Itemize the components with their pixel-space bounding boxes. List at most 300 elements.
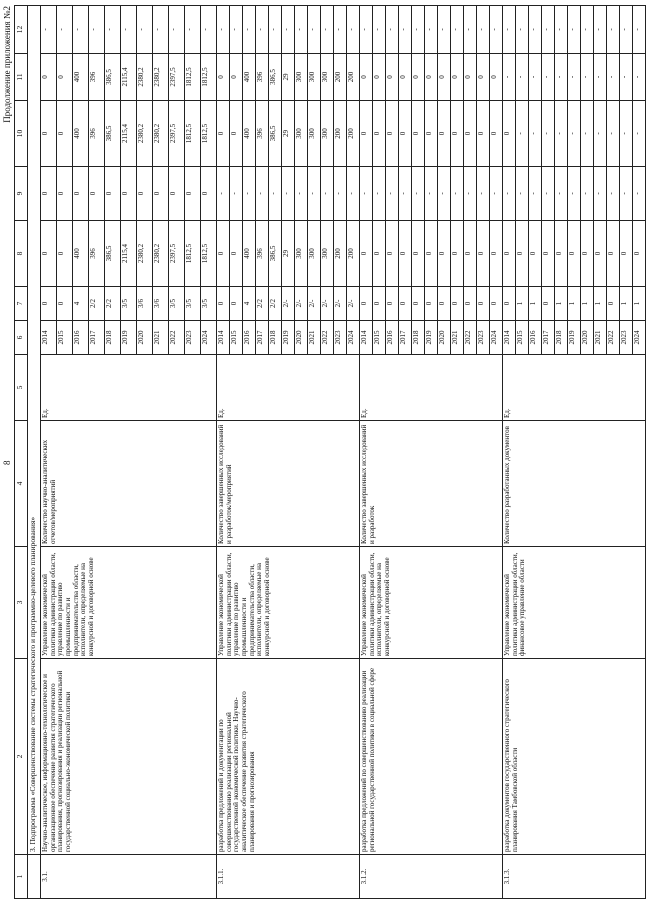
federal-budget-cell: 0 bbox=[73, 167, 89, 221]
regional-budget-program-cell: 386,5 bbox=[105, 54, 121, 101]
regional-budget-program-cell: 0 bbox=[412, 54, 425, 101]
regional-budget-cell: - bbox=[529, 101, 542, 167]
federal-budget-cell: - bbox=[282, 167, 295, 221]
total-cell: 0 bbox=[555, 221, 568, 287]
regional-budget-cell: 0 bbox=[57, 101, 73, 167]
regional-budget-program-cell: - bbox=[568, 54, 581, 101]
total-cell: 0 bbox=[529, 221, 542, 287]
activity-executor: Управление экономической политики администрации области, управление по развитию промышленности и предпринимательства области, исполнители, определяемые на конкурсной и договорной основе bbox=[217, 547, 360, 659]
year-cell: 2014 bbox=[503, 321, 516, 355]
year-cell: 2024 bbox=[201, 321, 217, 355]
total-cell: 0 bbox=[412, 221, 425, 287]
activity-number: 3.1. bbox=[41, 855, 217, 899]
local-budget-cell: - bbox=[243, 6, 256, 54]
total-cell: 0 bbox=[607, 221, 620, 287]
indicator-value-cell: 3/5 bbox=[121, 287, 137, 321]
regional-budget-program-cell: 300 bbox=[321, 54, 334, 101]
regional-budget-program-cell: - bbox=[555, 54, 568, 101]
year-cell: 2014 bbox=[360, 321, 373, 355]
indicator-value-cell: 0 bbox=[542, 287, 555, 321]
column-number: 9 bbox=[15, 167, 28, 221]
federal-budget-cell: - bbox=[620, 167, 633, 221]
year-cell: 2015 bbox=[57, 321, 73, 355]
regional-budget-program-cell: 0 bbox=[490, 54, 503, 101]
local-budget-cell: - bbox=[503, 6, 516, 54]
regional-budget-cell: 200 bbox=[347, 101, 360, 167]
local-budget-cell: - bbox=[153, 6, 169, 54]
indicator-value-cell: 1 bbox=[555, 287, 568, 321]
regional-budget-program-cell: 200 bbox=[334, 54, 347, 101]
regional-budget-cell: 300 bbox=[321, 101, 334, 167]
local-budget-cell: - bbox=[399, 6, 412, 54]
regional-budget-program-cell: - bbox=[633, 54, 646, 101]
local-budget-cell: - bbox=[594, 6, 607, 54]
activity-number: 3.1.1. bbox=[217, 855, 360, 899]
indicator-value-cell: 0 bbox=[438, 287, 451, 321]
regional-budget-program-cell: 0 bbox=[386, 54, 399, 101]
local-budget-cell: - bbox=[425, 6, 438, 54]
activity-number: 3.1.2. bbox=[360, 855, 503, 899]
indicator-value-cell: 3/6 bbox=[137, 287, 153, 321]
federal-budget-cell: - bbox=[399, 167, 412, 221]
indicator-value-cell: 0 bbox=[57, 287, 73, 321]
column-number: 11 bbox=[15, 54, 28, 101]
year-cell: 2022 bbox=[607, 321, 620, 355]
federal-budget-cell: - bbox=[217, 167, 230, 221]
year-cell: 2021 bbox=[153, 321, 169, 355]
year-cell: 2020 bbox=[295, 321, 308, 355]
regional-budget-program-cell: - bbox=[529, 54, 542, 101]
regional-budget-program-cell: 200 bbox=[347, 54, 360, 101]
total-cell: 29 bbox=[282, 221, 295, 287]
federal-budget-cell: - bbox=[503, 167, 516, 221]
federal-budget-cell: - bbox=[269, 167, 282, 221]
regional-budget-program-cell: 0 bbox=[425, 54, 438, 101]
activity-unit: Ед. bbox=[217, 355, 360, 421]
regional-budget-program-cell: - bbox=[594, 54, 607, 101]
regional-budget-program-cell: - bbox=[607, 54, 620, 101]
year-cell: 2024 bbox=[490, 321, 503, 355]
activity-indicator: Количество завершенных исследований и разработок bbox=[360, 421, 503, 547]
regional-budget-cell: 300 bbox=[295, 101, 308, 167]
local-budget-cell: - bbox=[516, 6, 529, 54]
indicator-value-cell: 2/- bbox=[295, 287, 308, 321]
column-number: 10 bbox=[15, 101, 28, 167]
activity-executor: Управление экономической политики администрации области, управление по развитию промышленности и предпринимательства области, исполнители, определяемые на конкурсной и договорной основе bbox=[41, 547, 217, 659]
local-budget-cell: - bbox=[568, 6, 581, 54]
table-row bbox=[41, 6, 57, 899]
regional-budget-cell: 0 bbox=[464, 101, 477, 167]
local-budget-cell: - bbox=[451, 6, 464, 54]
regional-budget-cell: 29 bbox=[282, 101, 295, 167]
regional-budget-program-cell: 0 bbox=[451, 54, 464, 101]
regional-budget-program-cell: 0 bbox=[230, 54, 243, 101]
indicator-value-cell: 3/6 bbox=[153, 287, 169, 321]
column-number: 6 bbox=[15, 321, 28, 355]
indicator-value-cell: 3/5 bbox=[169, 287, 185, 321]
activity-unit: Ед. bbox=[503, 355, 646, 421]
total-cell: 2380,2 bbox=[153, 221, 169, 287]
column-number-row bbox=[15, 6, 28, 899]
local-budget-cell: - bbox=[555, 6, 568, 54]
local-budget-cell: - bbox=[529, 6, 542, 54]
table-body bbox=[15, 6, 646, 899]
local-budget-cell: - bbox=[308, 6, 321, 54]
regional-budget-program-cell: 400 bbox=[73, 54, 89, 101]
table-row bbox=[503, 6, 516, 899]
regional-budget-program-cell: - bbox=[503, 54, 516, 101]
regional-budget-cell: - bbox=[620, 101, 633, 167]
total-cell: 0 bbox=[620, 221, 633, 287]
regional-budget-program-cell: 0 bbox=[41, 54, 57, 101]
total-cell: 400 bbox=[243, 221, 256, 287]
federal-budget-cell: 0 bbox=[89, 167, 105, 221]
indicator-value-cell: 0 bbox=[386, 287, 399, 321]
year-cell: 2016 bbox=[529, 321, 542, 355]
local-budget-cell: - bbox=[334, 6, 347, 54]
total-cell: 0 bbox=[373, 221, 386, 287]
activity-indicator: Количество завершенных исследований и разработок/мероприятий bbox=[217, 421, 360, 547]
local-budget-cell: - bbox=[464, 6, 477, 54]
total-cell: 0 bbox=[490, 221, 503, 287]
year-cell: 2018 bbox=[105, 321, 121, 355]
federal-budget-cell: 0 bbox=[201, 167, 217, 221]
regional-budget-cell: 386,5 bbox=[269, 101, 282, 167]
local-budget-cell: - bbox=[57, 6, 73, 54]
regional-budget-cell: 0 bbox=[425, 101, 438, 167]
year-cell: 2019 bbox=[568, 321, 581, 355]
total-cell: 0 bbox=[438, 221, 451, 287]
indicator-value-cell: 1 bbox=[516, 287, 529, 321]
total-cell: 2397,5 bbox=[169, 221, 185, 287]
regional-budget-cell: - bbox=[555, 101, 568, 167]
year-cell: 2015 bbox=[230, 321, 243, 355]
indicator-value-cell: 0 bbox=[503, 287, 516, 321]
year-cell: 2021 bbox=[594, 321, 607, 355]
year-cell: 2017 bbox=[399, 321, 412, 355]
local-budget-cell: - bbox=[89, 6, 105, 54]
indicator-value-cell: 2/- bbox=[282, 287, 295, 321]
activity-name: разработка предложений по совершенствованию реализации региональной государственной политики в социальной сфере bbox=[360, 659, 503, 855]
federal-budget-cell: - bbox=[464, 167, 477, 221]
regional-budget-program-cell: 2397,5 bbox=[169, 54, 185, 101]
activity-indicator: Количество научно-аналитических отчетов/мероприятий bbox=[41, 421, 217, 547]
indicator-value-cell: 2/2 bbox=[89, 287, 105, 321]
indicator-value-cell: 2/- bbox=[347, 287, 360, 321]
local-budget-cell: - bbox=[201, 6, 217, 54]
year-cell: 2019 bbox=[425, 321, 438, 355]
local-budget-cell: - bbox=[477, 6, 490, 54]
regional-budget-cell: 0 bbox=[41, 101, 57, 167]
federal-budget-cell: 0 bbox=[57, 167, 73, 221]
local-budget-cell: - bbox=[105, 6, 121, 54]
year-cell: 2017 bbox=[542, 321, 555, 355]
regional-budget-cell: - bbox=[594, 101, 607, 167]
total-cell: 0 bbox=[451, 221, 464, 287]
regional-budget-program-cell: 2115,4 bbox=[121, 54, 137, 101]
year-cell: 2019 bbox=[121, 321, 137, 355]
regional-budget-program-cell: 0 bbox=[360, 54, 373, 101]
regional-budget-cell: - bbox=[607, 101, 620, 167]
federal-budget-cell: - bbox=[516, 167, 529, 221]
year-cell: 2016 bbox=[73, 321, 89, 355]
year-cell: 2015 bbox=[516, 321, 529, 355]
local-budget-cell: - bbox=[490, 6, 503, 54]
column-number: 8 bbox=[15, 221, 28, 287]
section-title: 3. Подпрограмма «Совершенствование системы стратегического и программно-целевого планирования» bbox=[28, 6, 41, 855]
indicator-value-cell: 0 bbox=[41, 287, 57, 321]
indicator-value-cell: 2/- bbox=[321, 287, 334, 321]
federal-budget-cell: 0 bbox=[185, 167, 201, 221]
indicator-value-cell: 0 bbox=[360, 287, 373, 321]
regional-budget-cell: 0 bbox=[373, 101, 386, 167]
federal-budget-cell: 0 bbox=[137, 167, 153, 221]
year-cell: 2014 bbox=[217, 321, 230, 355]
regional-budget-cell: 300 bbox=[308, 101, 321, 167]
local-budget-cell: - bbox=[230, 6, 243, 54]
regional-budget-cell: 0 bbox=[451, 101, 464, 167]
federal-budget-cell: - bbox=[347, 167, 360, 221]
local-budget-cell: - bbox=[386, 6, 399, 54]
indicator-value-cell: 0 bbox=[490, 287, 503, 321]
regional-budget-cell: 0 bbox=[399, 101, 412, 167]
column-number: 5 bbox=[15, 355, 28, 421]
indicator-value-cell: 0 bbox=[412, 287, 425, 321]
column-number: 12 bbox=[15, 6, 28, 54]
federal-budget-cell: - bbox=[581, 167, 594, 221]
total-cell: 300 bbox=[308, 221, 321, 287]
regional-budget-program-cell: - bbox=[581, 54, 594, 101]
indicator-value-cell: 0 bbox=[607, 287, 620, 321]
activity-number: 3.1.3. bbox=[503, 855, 646, 899]
indicator-value-cell: 0 bbox=[230, 287, 243, 321]
total-cell: 0 bbox=[217, 221, 230, 287]
regional-budget-cell: - bbox=[516, 101, 529, 167]
federal-budget-cell: 0 bbox=[105, 167, 121, 221]
federal-budget-cell: - bbox=[555, 167, 568, 221]
indicator-value-cell: 0 bbox=[399, 287, 412, 321]
regional-budget-program-cell: 2380,2 bbox=[153, 54, 169, 101]
regional-budget-program-cell: 300 bbox=[295, 54, 308, 101]
year-cell: 2018 bbox=[555, 321, 568, 355]
federal-budget-cell: 0 bbox=[121, 167, 137, 221]
indicator-value-cell: 2/- bbox=[308, 287, 321, 321]
total-cell: 0 bbox=[360, 221, 373, 287]
regional-budget-cell: 0 bbox=[438, 101, 451, 167]
year-cell: 2022 bbox=[169, 321, 185, 355]
federal-budget-cell: - bbox=[243, 167, 256, 221]
federal-budget-cell: - bbox=[295, 167, 308, 221]
total-cell: 0 bbox=[57, 221, 73, 287]
year-cell: 2016 bbox=[386, 321, 399, 355]
column-number: 3 bbox=[15, 547, 28, 659]
total-cell: 2115,4 bbox=[121, 221, 137, 287]
indicator-value-cell: 0 bbox=[217, 287, 230, 321]
total-cell: 300 bbox=[295, 221, 308, 287]
year-cell: 2017 bbox=[89, 321, 105, 355]
federal-budget-cell: - bbox=[477, 167, 490, 221]
indicator-value-cell: 1 bbox=[620, 287, 633, 321]
regional-budget-program-cell: 0 bbox=[438, 54, 451, 101]
regional-budget-program-cell: 0 bbox=[217, 54, 230, 101]
activity-executor: Управление экономической политики администрации области, исполнители, определяемые на конкурсной и договорной основе bbox=[360, 547, 503, 659]
appendix-continuation-note: Продолжение приложения №2 bbox=[2, 6, 12, 123]
regional-budget-cell: 0 bbox=[490, 101, 503, 167]
regional-budget-program-cell: 2380,2 bbox=[137, 54, 153, 101]
column-number: 1 bbox=[15, 855, 28, 899]
year-cell: 2020 bbox=[137, 321, 153, 355]
federal-budget-cell: - bbox=[451, 167, 464, 221]
total-cell: 0 bbox=[568, 221, 581, 287]
regional-budget-cell: - bbox=[568, 101, 581, 167]
federal-budget-cell: - bbox=[256, 167, 269, 221]
regional-budget-cell: 0 bbox=[360, 101, 373, 167]
total-cell: 0 bbox=[542, 221, 555, 287]
total-cell: 0 bbox=[477, 221, 490, 287]
federal-budget-cell: - bbox=[230, 167, 243, 221]
federal-budget-cell: - bbox=[490, 167, 503, 221]
indicator-value-cell: 1 bbox=[568, 287, 581, 321]
local-budget-cell: - bbox=[73, 6, 89, 54]
regional-budget-cell: 0 bbox=[503, 101, 516, 167]
regional-budget-cell: 0 bbox=[412, 101, 425, 167]
indicator-value-cell: 1 bbox=[594, 287, 607, 321]
local-budget-cell: - bbox=[217, 6, 230, 54]
year-cell: 2024 bbox=[347, 321, 360, 355]
regional-budget-cell: 400 bbox=[243, 101, 256, 167]
year-cell: 2015 bbox=[373, 321, 386, 355]
regional-budget-cell: 0 bbox=[230, 101, 243, 167]
federal-budget-cell: - bbox=[373, 167, 386, 221]
regional-budget-cell: 200 bbox=[334, 101, 347, 167]
local-budget-cell: - bbox=[347, 6, 360, 54]
regional-budget-program-cell: 1812,5 bbox=[201, 54, 217, 101]
indicator-value-cell: 3/5 bbox=[185, 287, 201, 321]
federal-budget-cell: - bbox=[438, 167, 451, 221]
column-number: 2 bbox=[15, 659, 28, 855]
local-budget-cell: - bbox=[633, 6, 646, 54]
regional-budget-program-cell: 300 bbox=[308, 54, 321, 101]
regional-budget-program-cell: 386,5 bbox=[269, 54, 282, 101]
local-budget-cell: - bbox=[185, 6, 201, 54]
local-budget-cell: - bbox=[321, 6, 334, 54]
column-number: 7 bbox=[15, 287, 28, 321]
regional-budget-program-cell: 1812,5 bbox=[185, 54, 201, 101]
total-cell: 2380,2 bbox=[137, 221, 153, 287]
indicator-value-cell: 0 bbox=[373, 287, 386, 321]
total-cell: 200 bbox=[347, 221, 360, 287]
total-cell: 0 bbox=[594, 221, 607, 287]
total-cell: 300 bbox=[321, 221, 334, 287]
local-budget-cell: - bbox=[607, 6, 620, 54]
regional-budget-cell: 0 bbox=[477, 101, 490, 167]
year-cell: 2023 bbox=[334, 321, 347, 355]
activity-name: разработка документов государственного стратегического планирования Тамбовской области bbox=[503, 659, 646, 855]
local-budget-cell: - bbox=[373, 6, 386, 54]
regional-budget-cell: 2397,5 bbox=[169, 101, 185, 167]
total-cell: 386,5 bbox=[269, 221, 282, 287]
regional-budget-cell: 2115,4 bbox=[121, 101, 137, 167]
regional-budget-cell: 1812,5 bbox=[185, 101, 201, 167]
regional-budget-cell: - bbox=[633, 101, 646, 167]
total-cell: 0 bbox=[633, 221, 646, 287]
year-cell: 2021 bbox=[308, 321, 321, 355]
federal-budget-cell: - bbox=[607, 167, 620, 221]
total-cell: 0 bbox=[425, 221, 438, 287]
local-budget-cell: - bbox=[542, 6, 555, 54]
program-activities-table bbox=[14, 5, 646, 899]
table-row bbox=[217, 6, 230, 899]
year-cell: 2014 bbox=[41, 321, 57, 355]
regional-budget-cell: 396 bbox=[89, 101, 105, 167]
regional-budget-cell: - bbox=[581, 101, 594, 167]
year-cell: 2020 bbox=[438, 321, 451, 355]
indicator-value-cell: 1 bbox=[581, 287, 594, 321]
total-cell: 0 bbox=[386, 221, 399, 287]
local-budget-cell: - bbox=[269, 6, 282, 54]
federal-budget-cell: - bbox=[412, 167, 425, 221]
regional-budget-cell: 386,5 bbox=[105, 101, 121, 167]
activity-unit: Ед. bbox=[360, 355, 503, 421]
regional-budget-program-cell: 0 bbox=[399, 54, 412, 101]
indicator-value-cell: 0 bbox=[425, 287, 438, 321]
federal-budget-cell: - bbox=[529, 167, 542, 221]
regional-budget-program-cell: - bbox=[516, 54, 529, 101]
local-budget-cell: - bbox=[620, 6, 633, 54]
year-cell: 2019 bbox=[282, 321, 295, 355]
year-cell: 2023 bbox=[620, 321, 633, 355]
indicator-value-cell: 1 bbox=[633, 287, 646, 321]
indicator-value-cell: 4 bbox=[243, 287, 256, 321]
total-cell: 0 bbox=[230, 221, 243, 287]
local-budget-cell: - bbox=[282, 6, 295, 54]
year-cell: 2023 bbox=[477, 321, 490, 355]
regional-budget-cell: 0 bbox=[217, 101, 230, 167]
federal-budget-cell: 0 bbox=[41, 167, 57, 221]
federal-budget-cell: - bbox=[542, 167, 555, 221]
year-cell: 2017 bbox=[256, 321, 269, 355]
local-budget-cell: - bbox=[121, 6, 137, 54]
local-budget-cell: - bbox=[581, 6, 594, 54]
regional-budget-cell: 396 bbox=[256, 101, 269, 167]
year-cell: 2021 bbox=[451, 321, 464, 355]
local-budget-cell: - bbox=[256, 6, 269, 54]
year-cell: 2022 bbox=[464, 321, 477, 355]
total-cell: 0 bbox=[464, 221, 477, 287]
local-budget-cell: - bbox=[412, 6, 425, 54]
indicator-value-cell: 4 bbox=[73, 287, 89, 321]
total-cell: 0 bbox=[41, 221, 57, 287]
indicator-value-cell: 2/2 bbox=[105, 287, 121, 321]
federal-budget-cell: - bbox=[360, 167, 373, 221]
year-cell: 2018 bbox=[412, 321, 425, 355]
table-row bbox=[360, 6, 373, 899]
regional-budget-program-cell: 396 bbox=[89, 54, 105, 101]
regional-budget-program-cell: - bbox=[620, 54, 633, 101]
year-cell: 2023 bbox=[185, 321, 201, 355]
federal-budget-cell: - bbox=[633, 167, 646, 221]
total-cell: 200 bbox=[334, 221, 347, 287]
column-number: 4 bbox=[15, 421, 28, 547]
indicator-value-cell: 2/- bbox=[334, 287, 347, 321]
local-budget-cell: - bbox=[169, 6, 185, 54]
local-budget-cell: - bbox=[137, 6, 153, 54]
total-cell: 400 bbox=[73, 221, 89, 287]
federal-budget-cell: - bbox=[568, 167, 581, 221]
indicator-value-cell: 0 bbox=[477, 287, 490, 321]
activity-name: Научно-аналитическое, информационно-технологическое и организационное обеспечение развития стратегического планирования, прогнозирования и реализации региональной государственной социально-экономической политики bbox=[41, 659, 217, 855]
indicator-value-cell: 1 bbox=[529, 287, 542, 321]
